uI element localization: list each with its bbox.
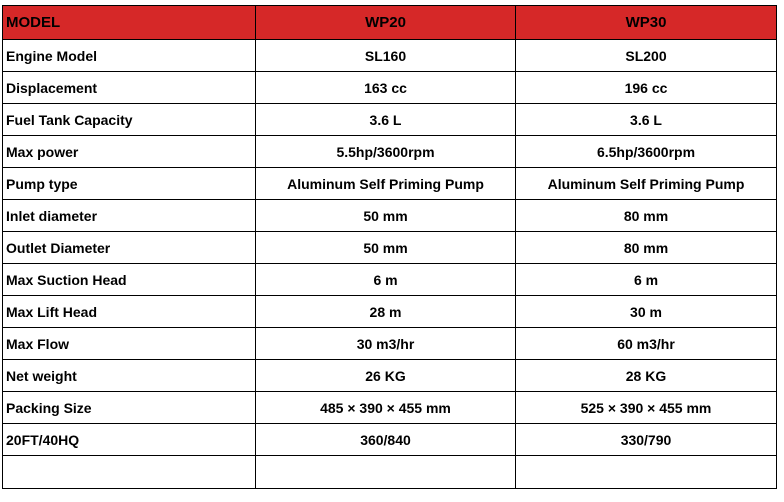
- row-label: Pump type: [3, 168, 256, 200]
- row-value-wp20: 3.6 L: [256, 104, 516, 136]
- row-value-wp30: 6 m: [516, 264, 777, 296]
- row-label: Max Lift Head: [3, 296, 256, 328]
- table-row: [3, 328, 777, 360]
- table-row: [3, 264, 777, 296]
- table-row: [3, 104, 777, 136]
- table-row: [3, 296, 777, 328]
- table-row: [3, 168, 777, 200]
- empty-row: [3, 456, 777, 489]
- header-row: [3, 6, 777, 40]
- model-header-wp30: WP30: [516, 6, 777, 40]
- table-row: [3, 136, 777, 168]
- row-value-wp20: 360/840: [256, 424, 516, 456]
- row-value-wp30: 196 cc: [516, 72, 777, 104]
- table-row: [3, 40, 777, 72]
- row-value-wp30: 60 m3/hr: [516, 328, 777, 360]
- row-value-wp20: 485 × 390 × 455 mm: [256, 392, 516, 424]
- row-label: Max Suction Head: [3, 264, 256, 296]
- row-value-wp30: 30 m: [516, 296, 777, 328]
- row-label: Max power: [3, 136, 256, 168]
- row-value-wp30: 330/790: [516, 424, 777, 456]
- spec-table: [2, 5, 777, 489]
- row-value-wp20: 30 m3/hr: [256, 328, 516, 360]
- row-value-wp20: 50 mm: [256, 200, 516, 232]
- row-value-wp30: 28 KG: [516, 360, 777, 392]
- table-row: [3, 72, 777, 104]
- row-value-wp20: 26 KG: [256, 360, 516, 392]
- row-value-wp20: SL160: [256, 40, 516, 72]
- row-label: Engine Model: [3, 40, 256, 72]
- row-value-wp30: 3.6 L: [516, 104, 777, 136]
- row-label: 20FT/40HQ: [3, 424, 256, 456]
- empty-cell: [516, 456, 777, 489]
- row-value-wp30: 6.5hp/3600rpm: [516, 136, 777, 168]
- table-row: [3, 392, 777, 424]
- row-label: Packing Size: [3, 392, 256, 424]
- row-value-wp20: 163 cc: [256, 72, 516, 104]
- row-value-wp30: 80 mm: [516, 232, 777, 264]
- row-label: Inlet diameter: [3, 200, 256, 232]
- table-row: [3, 360, 777, 392]
- row-label: Net weight: [3, 360, 256, 392]
- row-label: Outlet Diameter: [3, 232, 256, 264]
- row-label: Max Flow: [3, 328, 256, 360]
- table-row: [3, 232, 777, 264]
- row-value-wp30: SL200: [516, 40, 777, 72]
- row-value-wp20: Aluminum Self Priming Pump: [256, 168, 516, 200]
- row-value-wp20: 28 m: [256, 296, 516, 328]
- row-value-wp30: 80 mm: [516, 200, 777, 232]
- empty-cell: [256, 456, 516, 489]
- row-value-wp30: 525 × 390 × 455 mm: [516, 392, 777, 424]
- model-header-label: MODEL: [3, 6, 256, 40]
- table-row: [3, 200, 777, 232]
- row-value-wp20: 50 mm: [256, 232, 516, 264]
- row-value-wp20: 6 m: [256, 264, 516, 296]
- empty-cell: [3, 456, 256, 489]
- row-value-wp20: 5.5hp/3600rpm: [256, 136, 516, 168]
- row-label: Displacement: [3, 72, 256, 104]
- row-value-wp30: Aluminum Self Priming Pump: [516, 168, 777, 200]
- table-row: [3, 424, 777, 456]
- row-label: Fuel Tank Capacity: [3, 104, 256, 136]
- model-header-wp20: WP20: [256, 6, 516, 40]
